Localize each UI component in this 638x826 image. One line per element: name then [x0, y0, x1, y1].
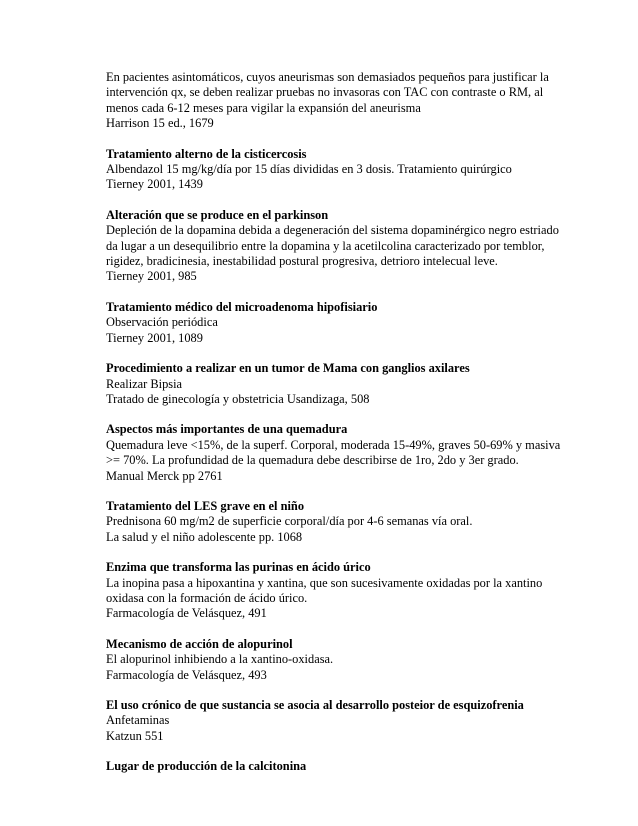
section-body: La inopina pasa a hipoxantina y xantina, que son sucesivamente oxidadas por la xantino oxidasa con la formación de ácido úrico.	[106, 575, 543, 605]
section-calcitonina	[106, 759, 561, 774]
section-quemadura	[106, 422, 561, 484]
section-source: Harrison 15 ed., 1679	[106, 116, 214, 131]
section-title: El uso crónico de que sustancia se asocia al desarrollo posteior de esquizofrenia	[106, 698, 524, 712]
section-title: Enzima que transforma las purinas en ácido úrico	[106, 560, 371, 575]
section-aneurisma	[106, 70, 561, 132]
section-body: Quemadura leve <15%, de la superf. Corporal, moderada 15-49%, graves 50-69% y masiva >= 70%. La profundidad de la quemadura debe describirse de 1ro, 2do y 3er grado.	[106, 437, 561, 468]
document-page	[106, 70, 561, 790]
section-esquizofrenia	[106, 698, 561, 744]
section-body: Observación periódica	[106, 315, 218, 330]
section-body: Depleción de la dopamina debida a degeneración del sistema dopaminérgico negro estriado da lugar a un desequilibrio entre la dopamina y la acetilcolina caracterizado por temblor, rigidez, bradicinesia, inestabilidad postural progresiva, detrioro intelecual leve.	[106, 223, 559, 269]
section-les	[106, 499, 561, 545]
section-source: Manual Merck pp 2761	[106, 468, 223, 483]
section-title: Lugar de producción de la calcitonina	[106, 759, 307, 774]
section-body: Prednisona 60 mg/m2 de superficie corporal/día por 4-6 semanas vía oral.	[106, 514, 473, 529]
section-body: Albendazol 15 mg/kg/día por 15 días divididas en 3 dosis. Tratamiento quirúrgico	[106, 162, 512, 177]
section-cisticercosis	[106, 147, 561, 193]
section-tumor-mama	[106, 361, 561, 407]
section-source: Tierney 2001, 1089	[106, 330, 203, 345]
section-title: Tratamiento médico del microadenoma hipofisiario	[106, 299, 378, 314]
section-body: Anfetaminas	[106, 713, 170, 728]
section-microadenoma	[106, 300, 561, 346]
section-title: Aspectos más importantes de una quemadura	[106, 422, 348, 437]
section-source: Farmacología de Velásquez, 491	[106, 606, 267, 621]
section-source: Tierney 2001, 1439	[106, 177, 203, 192]
section-source: La salud y el niño adolescente pp. 1068	[106, 529, 303, 544]
section-title: Alteración que se produce en el parkinson	[106, 207, 329, 222]
section-title: Tratamiento alterno de la cisticercosis	[106, 146, 307, 161]
section-title: Procedimiento a realizar en un tumor de Mama con ganglios axilares	[106, 361, 470, 376]
section-body: En pacientes asintomáticos, cuyos aneurismas son demasiados pequeños para justificar la intervención qx, se deben realizar pruebas no invasoras con TAC con contraste o RM, al menos cada 6-12 meses para vigilar la expansión del aneurisma	[106, 70, 549, 115]
section-source: Tratado de ginecología y obstetricia Usandizaga, 508	[106, 391, 370, 406]
section-title: Tratamiento del LES grave en el niño	[106, 498, 305, 513]
section-source: Katzun 551	[106, 728, 164, 743]
section-purinas	[106, 560, 561, 622]
section-title: Mecanismo de acción de alopurinol	[106, 636, 293, 651]
section-parkinson	[106, 208, 561, 285]
section-body: El alopurinol inhibiendo a la xantino-oxidasa.	[106, 652, 334, 667]
section-source: Farmacología de Velásquez, 493	[106, 667, 267, 682]
section-body: Realizar Bipsia	[106, 376, 183, 391]
section-alopurinol	[106, 637, 561, 683]
section-source: Tierney 2001, 985	[106, 269, 197, 284]
